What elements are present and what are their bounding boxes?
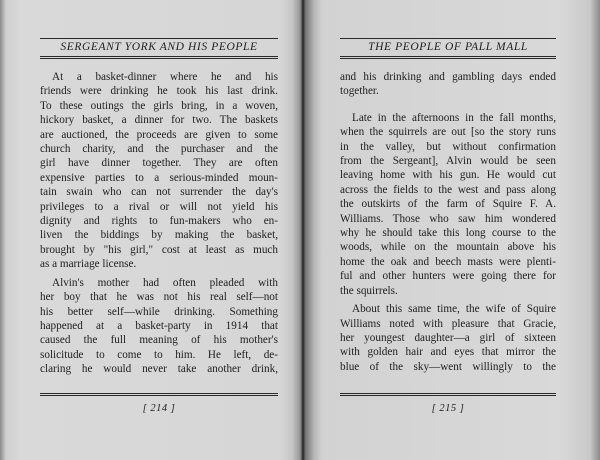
left-body-text [40,70,278,377]
text-line: Alvin's mother had often pleaded with [52,276,278,289]
text-line: woods, while on the mountain above his [340,241,556,254]
text-line: from the Sergeant], Alvin would be seen [340,155,556,168]
text-line: brought by "his girl," cost at least as much [40,243,278,256]
text-line: the outskirts of the farm of Squire F. A. [340,198,556,211]
text-line: girl have dinner together. They are often [40,157,278,170]
right-paragraph-3 [340,302,556,374]
text-line: solicitude to come to him. He left, de- [40,348,278,361]
text-line: his better self—while drinking. Something [40,305,278,318]
right-body-text [340,70,556,374]
right-running-head-title: THE PEOPLE OF PALL MALL [368,41,528,53]
foot-double-rule [40,393,278,396]
right-page [340,0,556,460]
right-page-number: [ 215 ] [431,403,465,414]
right-running-head [340,38,556,59]
left-page [40,0,278,460]
text-line: church charity, and the purchaser and the [40,143,278,156]
left-paragraph-1 [40,70,278,272]
text-line: Williams noted with pleasure that Gracie, [340,317,556,330]
text-line: in the valley, but without confirmation [340,140,556,153]
text-line: liven the biddings by making the basket, [40,229,278,242]
text-line: are auctioned, the proceeds are given to some [40,128,278,141]
text-line: Williams. Those who saw him wondered [340,212,556,225]
text-line: privileges to a rival or will not yield his [40,200,278,213]
text-line: her boy that he was not his real self—not [40,291,278,304]
text-line: friends were drinking he took his last drink. [40,85,278,98]
text-line: when the squirrels are out [so the story runs [340,126,556,139]
text-line: At a basket-dinner where he and his [52,71,278,83]
text-line: together. [340,85,379,98]
text-line: her youngest daughter—a girl of sixteen [340,331,556,344]
left-page-number: [ 214 ] [142,403,176,414]
text-line: as a marriage license. [40,258,137,271]
text-line: Late in the afternoons in the fall months, [352,111,556,124]
text-line: hickory basket, a dinner for two. The baskets [40,114,278,127]
text-line: caused the full meaning of his mother's [40,334,278,347]
text-line: tain swain who can not surrender the day's [40,186,278,199]
text-line: the squirrels. [340,284,398,297]
text-line: and his drinking and gambling days ended [340,71,556,83]
text-line: happened at a basket-party in 1914 that [40,319,278,332]
left-running-head-title: SERGEANT YORK AND HIS PEOPLE [60,41,258,53]
text-line: About this same time, the wife of Squire [352,303,556,316]
text-line: why he should take this long course to the [340,227,556,240]
text-line: leaving home with his gun. He would cut [340,169,556,182]
book-gutter [292,0,314,460]
head-double-rule [340,56,556,59]
text-line: blue of the sky—went willingly to the [340,360,556,373]
foot-double-rule [340,393,556,396]
text-line: claring he would never take another drink, [40,363,278,376]
text-line: ful and other hunters were going there for [340,270,556,283]
text-line: with golden hair and eyes that mirror the [340,346,556,359]
right-paragraph-2 [340,111,556,298]
head-double-rule [40,56,278,59]
right-paragraph-1 [340,70,556,99]
text-line: across the fields to the west and pass along [340,183,556,196]
text-line: expensive parties to a serious-minded moun- [40,171,278,184]
text-line: dignity and rights to fun-makers who en- [40,215,278,228]
text-line: To these outings the girls bring, in a woven, [40,99,278,112]
left-running-head [40,38,278,59]
text-line: home the oak and beech masts were plenti- [340,255,556,268]
left-paragraph-2 [40,276,278,377]
